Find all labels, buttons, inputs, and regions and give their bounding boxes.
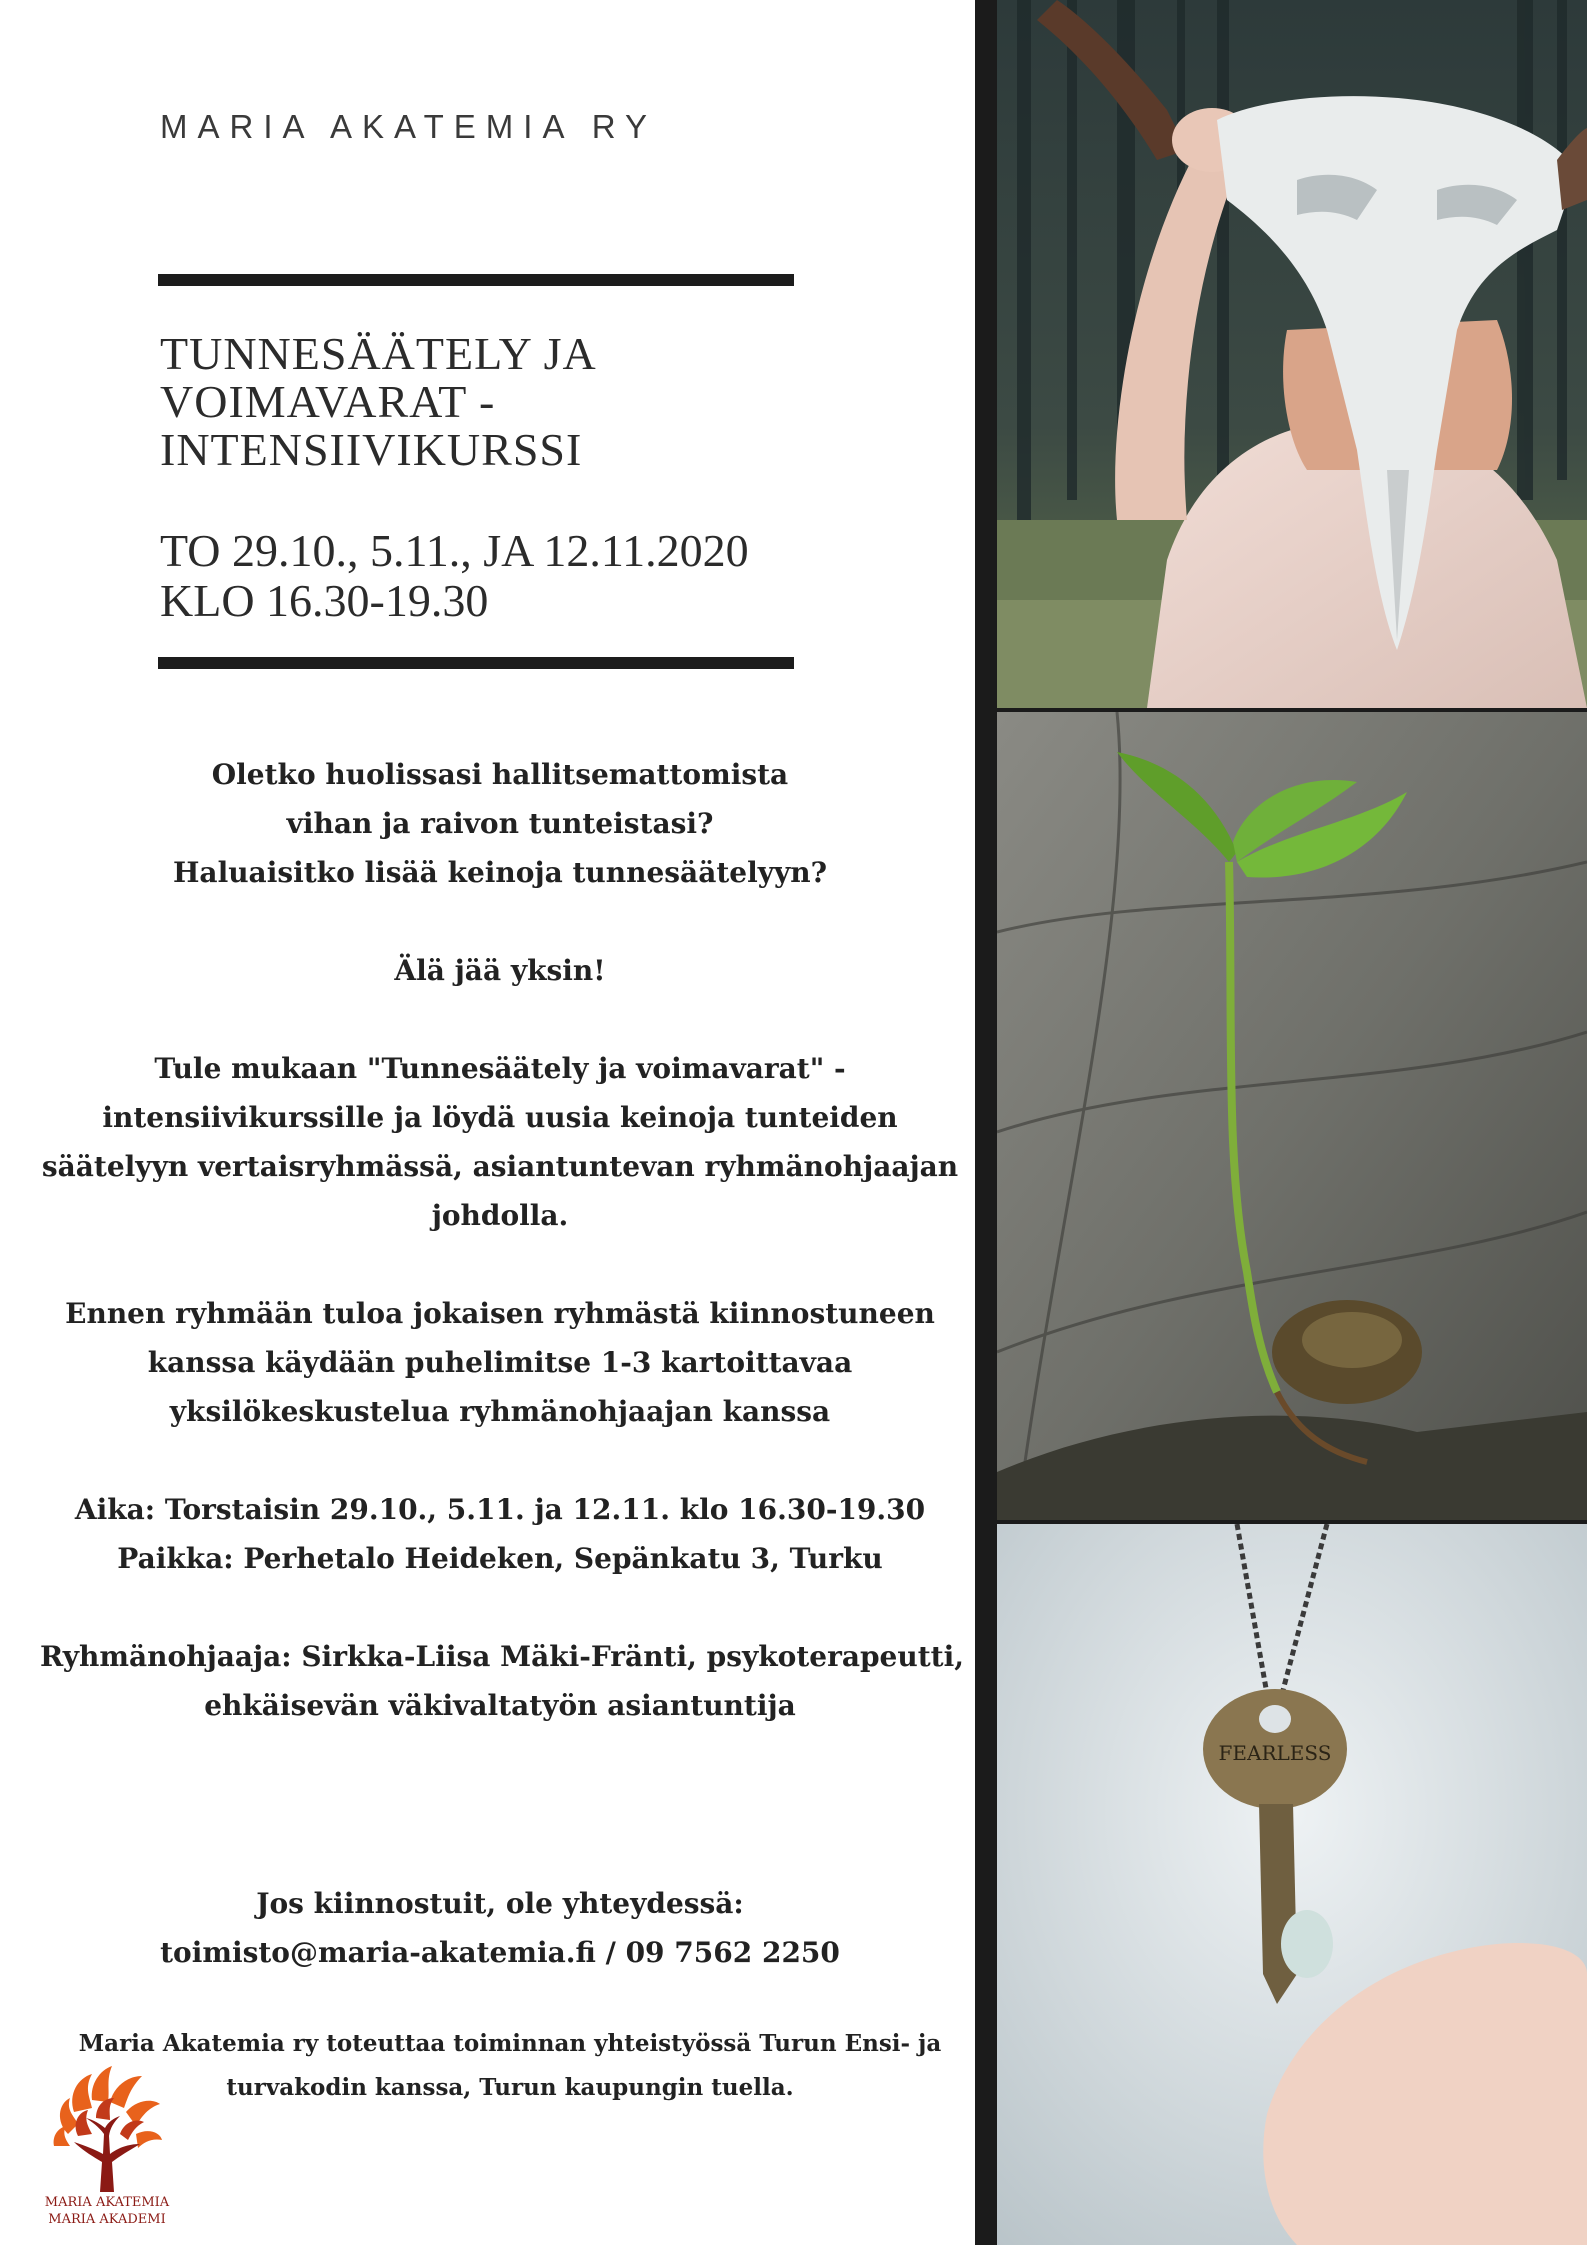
bottom-rule [158, 657, 794, 669]
top-rule [158, 274, 794, 286]
prerequisite-line: yksilökeskustelua ryhmänohjaajan kanssa [169, 1395, 831, 1428]
invite-line: intensiivikurssille ja löydä uusia keinoja tunteiden [102, 1101, 898, 1134]
organization-name: MARIA AKATEMIA RY [160, 108, 658, 145]
intro-line: Oletko huolissasi hallitsemattomista [211, 758, 789, 791]
course-place: Paikka: Perhetalo Heideken, Sepänkatu 3, Turku [117, 1542, 883, 1575]
prerequisite-line: Ennen ryhmään tuloa jokaisen ryhmästä kiinnostuneen [65, 1297, 935, 1330]
contact-prompt: Jos kiinnostuit, ole yhteydessä: [256, 1887, 744, 1920]
invite-line: säätelyyn vertaisryhmässä, asiantuntevan ryhmänohjaajan [41, 1150, 959, 1183]
schedule-dates: TO 29.10., 5.11., JA 12.11.2020 [160, 525, 749, 576]
tree-flame-logo-icon [48, 2064, 166, 2192]
group-leader-title: ehkäisevän väkivaltatyön asiantuntija [204, 1689, 796, 1722]
title-line: INTENSIIVIKURSSI [160, 424, 583, 475]
schedule-hours: KLO 16.30-19.30 [160, 575, 489, 626]
photo-column [997, 0, 1587, 2245]
callout: Älä jää yksin! [394, 954, 606, 987]
title-line: VOIMAVARAT - [160, 376, 496, 427]
maria-akatemia-logo [42, 2064, 172, 2234]
course-description [40, 750, 964, 1977]
logo-text-line: MARIA AKADEMI [48, 2212, 166, 2227]
invite-line: johdolla. [431, 1199, 569, 1232]
prerequisite-line: kanssa käydään puhelimitse 1-3 kartoittavaa [147, 1346, 853, 1379]
partnership-note [60, 2022, 960, 2110]
contact-info: toimisto@maria-akatemia.fi / 09 7562 2250 [160, 1936, 840, 1969]
column-divider [975, 0, 997, 2245]
title-line: TUNNESÄÄTELY JA [160, 328, 597, 379]
footer-line: turvakodin kanssa, Turun kaupungin tuella. [226, 2074, 794, 2101]
course-schedule [160, 526, 840, 626]
group-leader: Ryhmänohjaaja: Sirkka-Liisa Mäki-Fränti, psykoterapeutti, [40, 1640, 964, 1673]
invite-line: Tule mukaan "Tunnesäätely ja voimavarat" - [154, 1052, 846, 1085]
key-photo [997, 1524, 1587, 2245]
sprout-photo [997, 712, 1587, 1520]
logo-text-line: MARIA AKATEMIA [44, 2195, 170, 2210]
key-engraving: FEARLESS [1218, 1741, 1332, 1765]
intro-line: Haluaisitko lisää keinoja tunnesäätelyyn? [172, 856, 828, 889]
course-time: Aika: Torstaisin 29.10., 5.11. ja 12.11. klo 16.30-19.30 [74, 1493, 926, 1526]
skull-photo [997, 0, 1587, 708]
intro-line: vihan ja raivon tunteistasi? [286, 807, 714, 840]
footer-line: Maria Akatemia ry toteuttaa toiminnan yhteistyössä Turun Ensi- ja [78, 2030, 942, 2057]
course-title [160, 330, 800, 474]
